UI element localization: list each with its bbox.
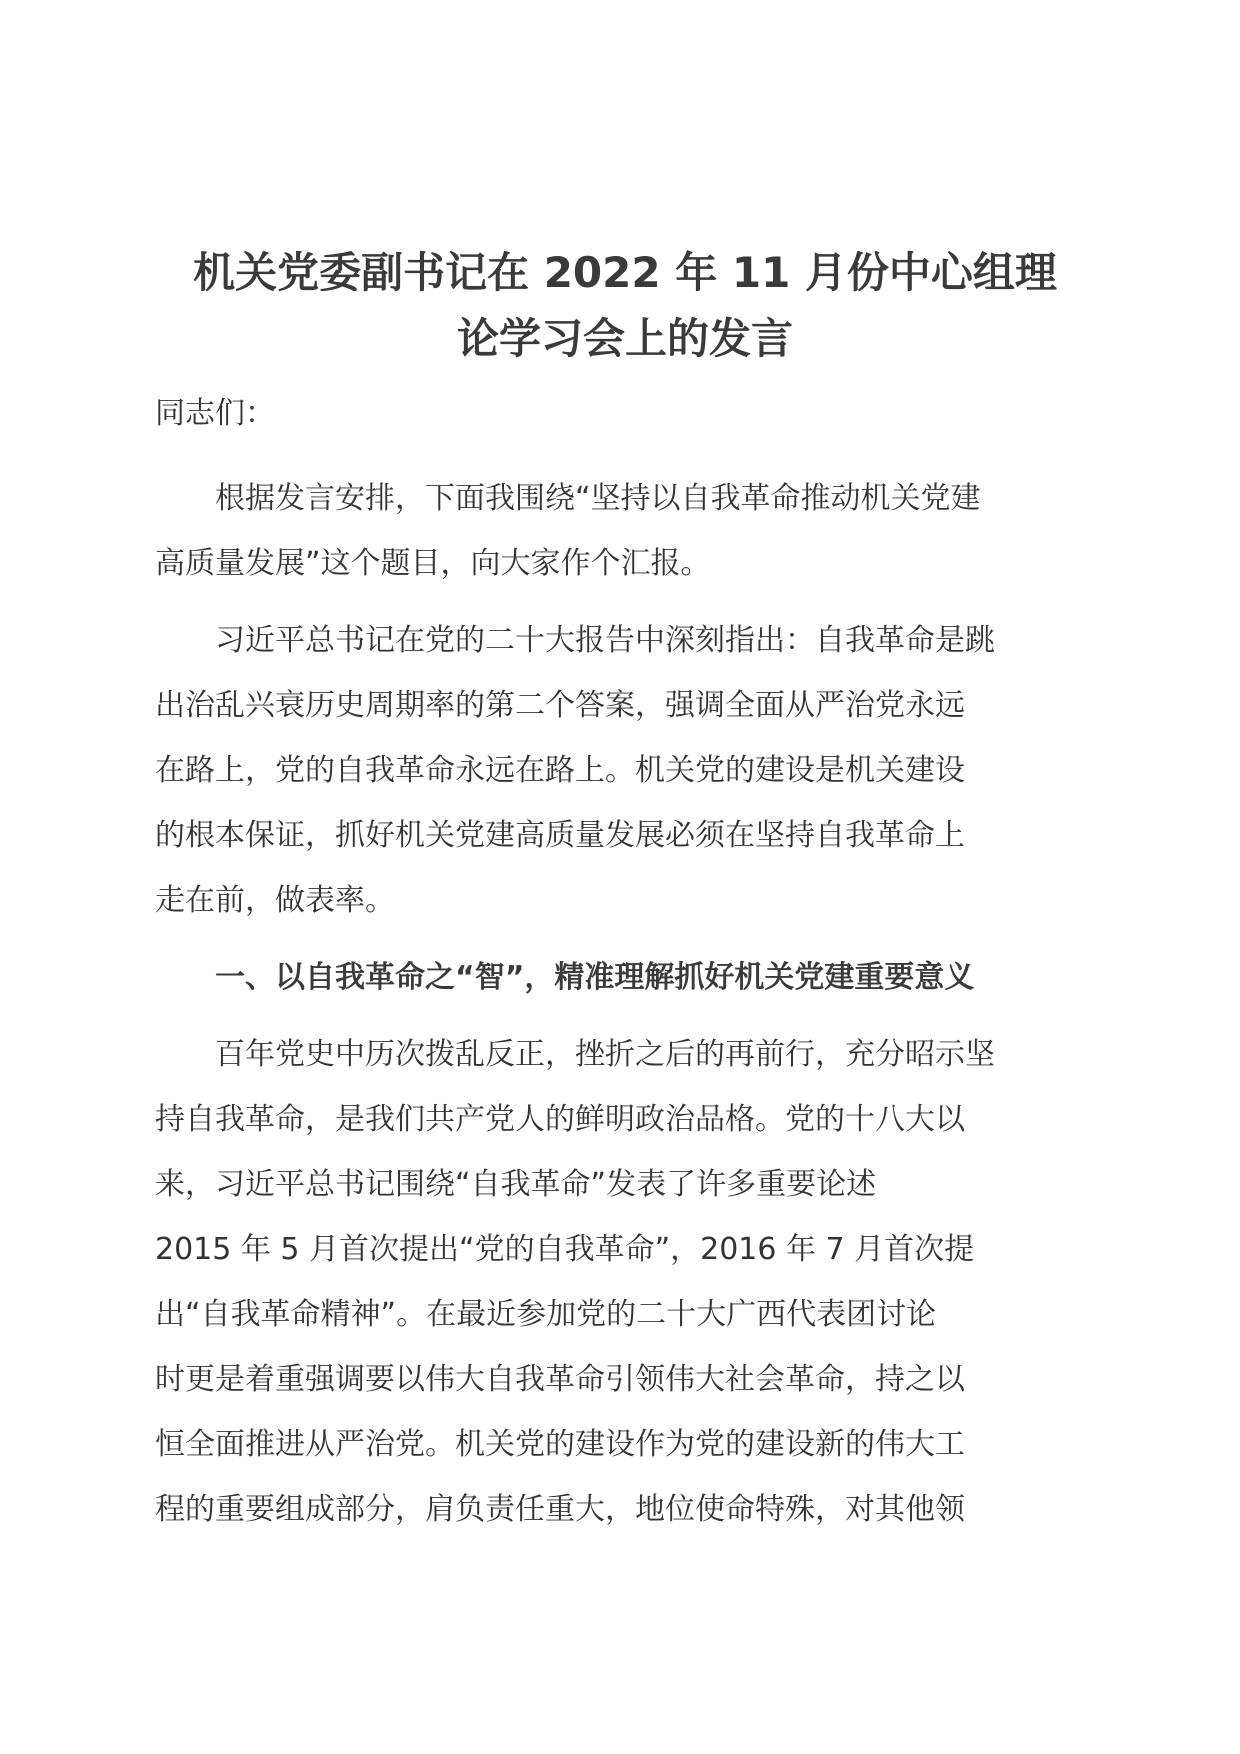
- text-line: 根据发言安排，下面我围绕“坚持以自我革命推动机关党建: [215, 481, 981, 516]
- title-line: 论学习会上的发言: [456, 314, 793, 363]
- title-line: 机关党委副书记在 2022 年 11 月份中心组理: [193, 248, 1057, 297]
- text-line: 走在前，做表率。: [155, 883, 395, 918]
- text-line: 持自我革命，是我们共产党人的鲜明政治品格。党的十八大以: [155, 1102, 965, 1137]
- salutation: 同志们：: [155, 396, 275, 431]
- text-line: 的根本保证，抓好机关党建高质量发展必须在坚持自我革命上: [155, 818, 965, 853]
- paragraph-section-one: [155, 1022, 1095, 1542]
- document-body: [155, 466, 1095, 1554]
- paragraph-context: [155, 608, 1095, 933]
- text-line: 程的重要组成部分，肩负责任重大，地位使命特殊，对其他领: [155, 1492, 965, 1527]
- text-line: 出“自我革命精神”。在最近参加党的二十大广西代表团讨论: [155, 1297, 937, 1332]
- text-line: 高质量发展”这个题目，向大家作个汇报。: [155, 546, 711, 581]
- text-line: 习近平总书记在党的二十大报告中深刻指出：自我革命是跳: [215, 623, 995, 658]
- text-line: 出治乱兴衰历史周期率的第二个答案，强调全面从严治党永远: [155, 688, 965, 723]
- text-line: 百年党史中历次拨乱反正，挫折之后的再前行，充分昭示坚: [215, 1037, 995, 1072]
- text-line: 来，习近平总书记围绕“自我革命”发表了许多重要论述: [155, 1167, 877, 1202]
- text-line: 2015 年 5 月首次提出“党的自我革命”，2016 年 7 月首次提: [155, 1232, 975, 1267]
- paragraph-intro: [155, 466, 1095, 596]
- document-page: [155, 0, 1095, 1754]
- document-title: [155, 240, 1095, 372]
- text-line: 在路上，党的自我革命永远在路上。机关党的建设是机关建设: [155, 753, 965, 788]
- text-line: 时更是着重强调要以伟大自我革命引领伟大社会革命，持之以: [155, 1362, 965, 1397]
- text-line: 恒全面推进从严治党。机关党的建设作为党的建设新的伟大工: [155, 1427, 965, 1462]
- section-heading: 一、以自我革命之“智”，精准理解抓好机关党建重要意义: [215, 960, 975, 995]
